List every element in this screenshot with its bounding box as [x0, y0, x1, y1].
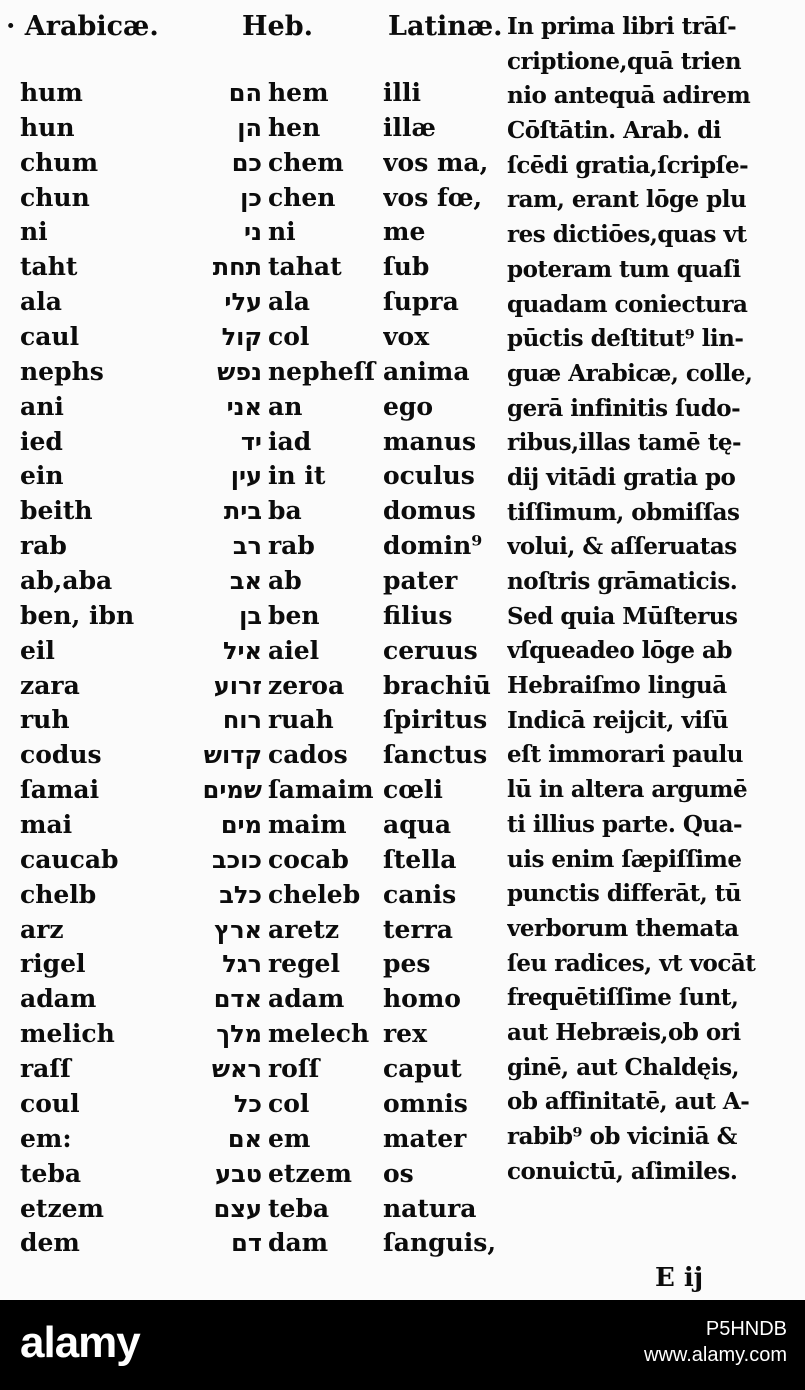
- commentary-line: ti illius parte. Qua-: [507, 810, 743, 838]
- hebrew-transliteration: zeroa: [268, 670, 345, 700]
- hebrew-transliteration: tahat: [268, 252, 342, 282]
- latin-word: domin⁹: [383, 531, 483, 561]
- arabic-word: codus: [20, 740, 102, 770]
- latin-word: homo: [383, 984, 461, 1014]
- latin-word: ſpiritus: [383, 705, 488, 735]
- arabic-word: melich: [20, 1019, 115, 1049]
- hebrew-transliteration: aretz: [268, 914, 340, 944]
- hebrew-word: ני: [244, 218, 262, 247]
- commentary-line: pūctis deſtitut⁹ lin-: [507, 325, 744, 353]
- latin-word: ceruus: [383, 635, 478, 665]
- hebrew-word: כן: [240, 183, 262, 212]
- hebrew-transliteration: em: [268, 1123, 311, 1153]
- hebrew-word: עצם: [213, 1194, 262, 1223]
- arabic-word: mai: [20, 810, 73, 840]
- latin-word: pater: [383, 566, 458, 596]
- latin-word: manus: [383, 426, 477, 456]
- hebrew-transliteration: rab: [268, 531, 315, 561]
- hebrew-transliteration: an: [268, 391, 303, 421]
- hebrew-word: תחת: [212, 253, 262, 282]
- latin-word: omnis: [383, 1088, 468, 1118]
- hebrew-word: קדוש: [203, 741, 262, 770]
- hebrew-word: כוכב: [211, 845, 262, 874]
- arabic-word: chelb: [20, 879, 97, 909]
- hebrew-transliteration: in it: [268, 461, 326, 491]
- latin-word: canis: [383, 879, 457, 909]
- hebrew-transliteration: chem: [268, 147, 344, 177]
- hebrew-transliteration: col: [268, 322, 310, 352]
- arabic-word: teba: [20, 1158, 82, 1188]
- hebrew-word: כל: [233, 1089, 262, 1118]
- hebrew-transliteration: roſſ: [268, 1054, 320, 1084]
- hebrew-transliteration: ab: [268, 566, 302, 596]
- arabic-word: zara: [20, 670, 80, 700]
- commentary-line: eſt immorari paulu: [507, 741, 743, 769]
- commentary-line: tiſſimum, obmiſſas: [507, 498, 740, 526]
- hebrew-transliteration: aiel: [268, 635, 320, 665]
- commentary-paragraph: [507, 10, 799, 1189]
- arabic-word: rab: [20, 531, 67, 561]
- hebrew-word: בן: [239, 601, 262, 630]
- signature-mark: E ij: [655, 1263, 704, 1293]
- latin-word: pes: [383, 949, 431, 979]
- arabic-word: caucab: [20, 844, 119, 874]
- latin-word: ego: [383, 391, 434, 421]
- arabic-word: ni: [20, 217, 48, 247]
- hebrew-word: רב: [232, 532, 262, 561]
- hebrew-transliteration: chen: [268, 182, 336, 212]
- commentary-line: quadam coniectura: [507, 290, 748, 318]
- hebrew-transliteration: nepheſſ: [268, 356, 376, 386]
- header-arabic: · Arabicæ.: [6, 11, 159, 42]
- hebrew-word: בית: [223, 497, 262, 526]
- commentary-line: Hebraiſmo linguā: [507, 672, 727, 700]
- commentary-line: punctis differāt, tū: [507, 880, 742, 908]
- arabic-word: ab,aba: [20, 566, 113, 596]
- hebrew-word: טבע: [215, 1159, 262, 1188]
- arabic-word: chum: [20, 147, 99, 177]
- hebrew-transliteration: cocab: [268, 844, 349, 874]
- latin-word: ſupra: [383, 287, 459, 317]
- hebrew-word: אב: [229, 567, 262, 596]
- stock-site-link[interactable]: www.alamy.com: [644, 1344, 787, 1366]
- hebrew-word: יד: [240, 427, 262, 456]
- arabic-word: beith: [20, 496, 93, 526]
- hebrew-word: עלי: [224, 288, 262, 317]
- arabic-word: arz: [20, 914, 64, 944]
- commentary-line: ſcēdi gratia,ſcripſe-: [507, 151, 749, 179]
- arabic-word: ein: [20, 461, 64, 491]
- latin-word: aqua: [383, 810, 452, 840]
- hebrew-word: ראש: [211, 1055, 262, 1084]
- hebrew-transliteration: teba: [268, 1193, 330, 1223]
- hebrew-word: דם: [231, 1229, 262, 1258]
- latin-word: domus: [383, 496, 476, 526]
- arabic-word: raſſ: [20, 1054, 71, 1084]
- commentary-line: Cōſtātin. Arab. di: [507, 117, 721, 145]
- hebrew-transliteration: melech: [268, 1019, 370, 1049]
- commentary-line: uis enim ſæpiſſime: [507, 845, 742, 873]
- hebrew-word: רוח: [222, 706, 262, 735]
- hebrew-transliteration: ni: [268, 217, 296, 247]
- hebrew-transliteration: etzem: [268, 1158, 353, 1188]
- hebrew-word: כם: [231, 148, 262, 177]
- arabic-word: ruh: [20, 705, 70, 735]
- stock-logo[interactable]: alamy: [20, 1318, 140, 1367]
- hebrew-transliteration: ben: [268, 600, 320, 630]
- latin-word: illi: [383, 78, 421, 107]
- hebrew-word: קול: [221, 323, 262, 352]
- hebrew-word: הם: [228, 79, 262, 107]
- hebrew-transliteration: hem: [268, 78, 329, 107]
- commentary-line: nio antequā adirem: [507, 82, 751, 110]
- commentary-line: criptione,quā trien: [507, 47, 742, 75]
- arabic-word: hum: [20, 78, 83, 107]
- arabic-word: rigel: [20, 949, 86, 979]
- arabic-word: hun: [20, 112, 75, 142]
- latin-word: os: [383, 1158, 414, 1188]
- commentary-line: conuictū, aſimiles.: [507, 1157, 738, 1185]
- latin-word: vox: [383, 322, 430, 352]
- hebrew-word: עין: [230, 462, 262, 491]
- arabic-word: ben, ibn: [20, 600, 135, 630]
- arabic-word: dem: [20, 1228, 80, 1258]
- arabic-column: [20, 76, 200, 1261]
- latin-word: terra: [383, 914, 453, 944]
- hebrew-transliteration: cheleb: [268, 879, 361, 909]
- commentary-line: aut Hebræis,ob ori: [507, 1018, 741, 1046]
- arabic-word: adam: [20, 984, 97, 1014]
- arabic-word: chun: [20, 182, 90, 212]
- hebrew-word: אדם: [213, 985, 262, 1014]
- latin-word: ſanctus: [383, 740, 488, 770]
- commentary-line: ob affinitatē, aut A-: [507, 1088, 750, 1116]
- latin-word: filius: [383, 600, 453, 630]
- commentary-line: rabib⁹ ob viciniā &: [507, 1123, 737, 1150]
- hebrew-transliteration: ſamaim: [268, 775, 374, 805]
- hebrew-word: אני: [226, 392, 262, 421]
- commentary-line: In prima libri trāſ-: [507, 13, 737, 40]
- arabic-word: em:: [20, 1123, 72, 1153]
- latin-word: rex: [383, 1019, 427, 1049]
- commentary-line: ſeu radices, vt vocāt: [507, 949, 756, 977]
- commentary-line: volui, & aſſeruatas: [507, 533, 737, 561]
- latin-word: mater: [383, 1123, 467, 1153]
- commentary-line: verborum themata: [507, 914, 739, 942]
- hebrew-transliteration: ruah: [268, 705, 334, 735]
- hebrew-transliteration-column: [268, 76, 386, 1261]
- latin-word: ſanguis,: [383, 1228, 497, 1258]
- hebrew-script-column: [182, 76, 262, 1261]
- commentary-line: frequētiſſime ſunt,: [507, 984, 739, 1012]
- commentary-line: ribus,illas tamē tę-: [507, 429, 741, 457]
- commentary-line: ginē, aut Chaldęis,: [507, 1053, 740, 1081]
- latin-word: ſtella: [383, 844, 457, 874]
- commentary-line: ram, erant lōge plu: [507, 186, 747, 214]
- latin-word: cœli: [383, 775, 443, 805]
- hebrew-transliteration: adam: [268, 984, 345, 1014]
- commentary-line: res dictiōes,quas vt: [507, 221, 747, 249]
- hebrew-transliteration: maim: [268, 810, 347, 840]
- stock-watermark-bar: [0, 1300, 805, 1390]
- stock-id: [644, 1316, 787, 1368]
- arabic-word: nephs: [20, 356, 104, 386]
- header-hebrew: Heb.: [242, 11, 313, 42]
- commentary-line: gerā infinitis ſudo-: [507, 394, 741, 422]
- hebrew-word: מלך: [216, 1020, 262, 1049]
- hebrew-word: הן: [237, 113, 262, 142]
- latin-word: caput: [383, 1054, 462, 1084]
- hebrew-transliteration: hen: [268, 112, 321, 142]
- latin-word: brachiū: [383, 670, 491, 700]
- commentary-line: Sed quia Mūſterus: [507, 602, 738, 630]
- stock-image-id: P5HNDB: [705, 1318, 787, 1340]
- commentary-line: lū in altera argumē: [507, 776, 748, 804]
- commentary-line: vſqueadeo lōge ab: [507, 637, 732, 665]
- hebrew-transliteration: iad: [268, 426, 312, 456]
- arabic-word: ala: [20, 287, 62, 317]
- latin-word: illæ: [383, 112, 436, 142]
- arabic-word: taht: [20, 252, 78, 282]
- hebrew-transliteration: regel: [268, 949, 340, 979]
- hebrew-transliteration: ala: [268, 287, 310, 317]
- latin-word: vos ma,: [383, 147, 489, 177]
- latin-word: me: [383, 217, 426, 247]
- latin-word: ſub: [383, 252, 430, 282]
- hebrew-word: אם: [227, 1124, 262, 1153]
- hebrew-word: מים: [220, 811, 262, 840]
- hebrew-transliteration: cados: [268, 740, 348, 770]
- latin-word: vos fœ,: [383, 182, 483, 212]
- arabic-word: etzem: [20, 1193, 105, 1223]
- commentary-line: Indicā reijcit, viſū: [507, 706, 729, 734]
- hebrew-word: רגל: [222, 950, 262, 979]
- arabic-word: ſamai: [20, 775, 100, 805]
- hebrew-transliteration: ba: [268, 496, 302, 526]
- hebrew-word: כלב: [219, 880, 262, 909]
- arabic-word: ani: [20, 391, 64, 421]
- latin-word: oculus: [383, 461, 475, 491]
- arabic-word: caul: [20, 322, 80, 352]
- hebrew-transliteration: col: [268, 1088, 310, 1118]
- hebrew-word: נפש: [217, 357, 262, 386]
- arabic-word: coul: [20, 1088, 80, 1118]
- commentary-line: dij vitādi gratia po: [507, 463, 736, 491]
- latin-word: anima: [383, 356, 470, 386]
- latin-word: natura: [383, 1193, 477, 1223]
- hebrew-word: זרוע: [213, 671, 262, 700]
- hebrew-word: ארץ: [214, 915, 262, 944]
- hebrew-word: שמים: [202, 776, 262, 805]
- arabic-word: eil: [20, 635, 55, 665]
- latin-column: [383, 76, 505, 1261]
- commentary-line: poteram tum quaſi: [507, 255, 741, 283]
- commentary-line: guæ Arabicæ, colle,: [507, 359, 753, 387]
- hebrew-word: איל: [222, 636, 262, 665]
- commentary-line: noſtris grāmaticis.: [507, 568, 738, 595]
- header-latin: Latinæ.: [388, 11, 503, 42]
- hebrew-transliteration: dam: [268, 1228, 329, 1258]
- arabic-word: ied: [20, 426, 63, 456]
